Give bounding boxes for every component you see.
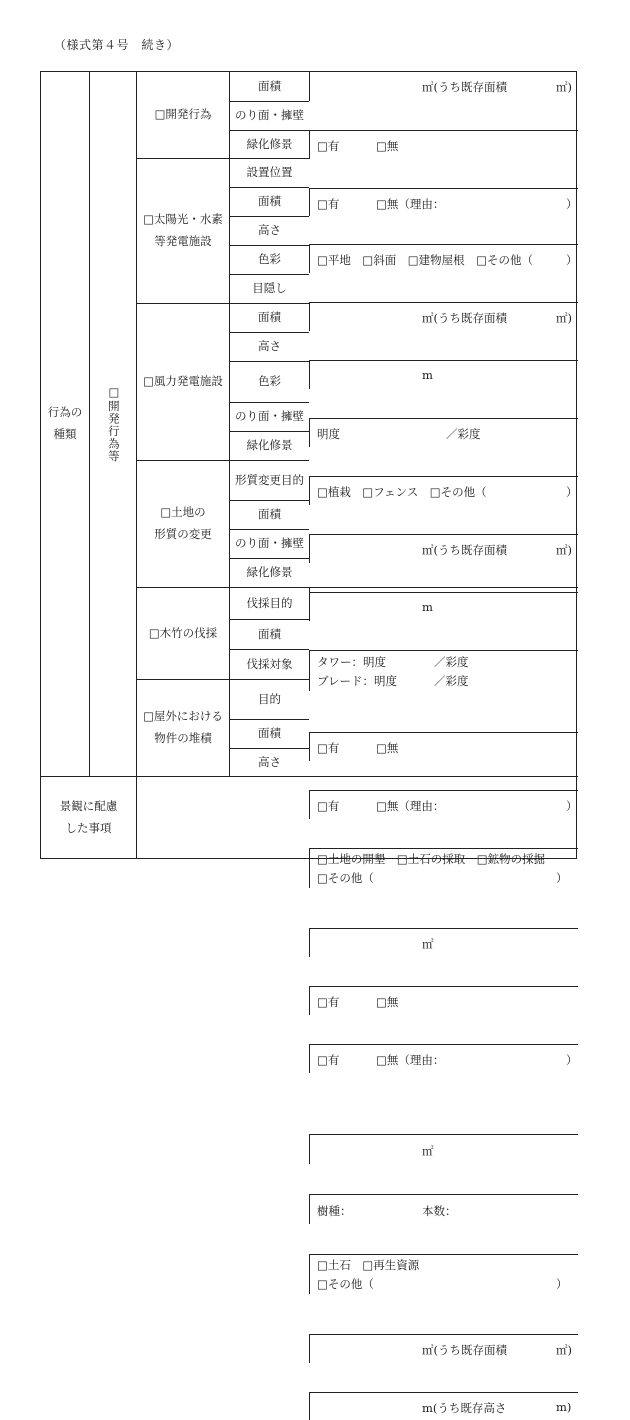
field-color[interactable] bbox=[309, 650, 578, 691]
unit-text-close: m) bbox=[556, 1400, 572, 1414]
label-height: 高さ bbox=[229, 748, 309, 776]
paren-close: ） bbox=[556, 1277, 568, 1291]
label-height: 高さ bbox=[229, 216, 309, 245]
field-screening[interactable] bbox=[309, 476, 578, 505]
checkbox-no-reason[interactable]: □無（理由： bbox=[376, 799, 445, 813]
unit-text-close: ㎡) bbox=[556, 80, 572, 94]
group-outdoor-storage[interactable] bbox=[136, 679, 229, 776]
tree-species-label: 樹種： bbox=[317, 1204, 352, 1218]
paren-close: ） bbox=[566, 799, 578, 813]
tower-brightness: タワー：明度 bbox=[317, 655, 386, 669]
field-greening[interactable] bbox=[309, 1044, 578, 1073]
field-area[interactable] bbox=[309, 302, 578, 331]
field-slope[interactable] bbox=[309, 130, 578, 159]
landscape-consideration-field[interactable] bbox=[136, 776, 578, 859]
field-color[interactable] bbox=[309, 418, 578, 447]
label-area: 面積 bbox=[229, 500, 309, 529]
unit-text: m bbox=[422, 600, 433, 614]
group-solar[interactable] bbox=[136, 158, 229, 303]
checkbox-no[interactable]: □無 bbox=[376, 995, 399, 1009]
unit-text: ㎡(うち既存面積 bbox=[422, 311, 507, 325]
label-felling-target: 伐採対象 bbox=[229, 649, 309, 679]
group-solar-label-2: 等発電施設 bbox=[154, 234, 212, 248]
label-area: 面積 bbox=[229, 303, 309, 332]
paren-close: ） bbox=[566, 197, 578, 211]
unit-text: ㎡(うち既存面積 bbox=[422, 543, 507, 557]
label-area: 面積 bbox=[229, 619, 309, 649]
checkbox-yes[interactable]: □有 bbox=[317, 995, 340, 1009]
paren-close: ） bbox=[556, 871, 568, 885]
field-height[interactable] bbox=[309, 360, 578, 389]
unit-text: ㎡ bbox=[422, 1144, 434, 1158]
group-wind[interactable] bbox=[136, 303, 229, 460]
label-slope: のり面・擁壁 bbox=[229, 402, 309, 431]
group-development[interactable] bbox=[136, 72, 229, 158]
field-area[interactable] bbox=[309, 72, 578, 101]
label-greening: 緑化修景 bbox=[229, 130, 309, 158]
label-area: 面積 bbox=[229, 187, 309, 216]
label-storage-purpose: 目的 bbox=[229, 679, 309, 719]
field-greening[interactable] bbox=[309, 188, 578, 216]
unit-text: ㎡(うち既存面積 bbox=[422, 80, 507, 94]
group-storage-label-2: 物件の堆積 bbox=[154, 731, 212, 745]
tree-count-label: 本数： bbox=[422, 1204, 457, 1218]
checkbox-yes[interactable]: □有 bbox=[317, 799, 340, 813]
checkbox-no[interactable]: □無 bbox=[376, 139, 399, 153]
unit-text: m bbox=[422, 368, 433, 382]
checkbox-no-reason[interactable]: □無（理由： bbox=[376, 197, 445, 211]
field-slope[interactable] bbox=[309, 986, 578, 1015]
checkbox-yes[interactable]: □有 bbox=[317, 197, 340, 211]
group-land-label-2: 形質の変更 bbox=[154, 527, 212, 541]
field-slope[interactable] bbox=[309, 732, 578, 761]
location-options[interactable]: □平地 □斜面 □建物屋根 □その他（ bbox=[317, 253, 533, 267]
group-land[interactable] bbox=[136, 460, 229, 587]
label-color: 色彩 bbox=[229, 361, 309, 402]
group-solar-label-1: □太陽光・水素 bbox=[143, 212, 223, 227]
label-screening: 目隠し bbox=[229, 274, 309, 303]
chroma-label: ／彩度 bbox=[446, 427, 481, 441]
landscape-consideration-label bbox=[41, 776, 136, 859]
storage-purpose-other[interactable]: □その他（ bbox=[317, 1277, 374, 1291]
label-height: 高さ bbox=[229, 332, 309, 361]
unit-text: ㎡ bbox=[422, 937, 434, 951]
label-land-purpose: 形質変更目的 bbox=[229, 460, 309, 500]
field-height[interactable] bbox=[309, 1392, 578, 1420]
checkbox-yes[interactable]: □有 bbox=[317, 741, 340, 755]
group-development-label: □開発行為 bbox=[154, 107, 212, 122]
form-header: （様式第４号 続き） bbox=[54, 38, 180, 52]
blade-brightness: ブレード：明度 bbox=[317, 674, 398, 688]
field-area[interactable] bbox=[309, 1334, 578, 1363]
field-felling-purpose[interactable] bbox=[309, 587, 578, 619]
action-type-label bbox=[41, 72, 89, 776]
label-greening: 緑化修景 bbox=[229, 558, 309, 587]
application-form-table bbox=[40, 71, 578, 1415]
land-purpose-options[interactable]: □土地の開墾 □土石の採取 □鉱物の採掘 bbox=[317, 852, 546, 866]
label-slope: のり面・擁壁 bbox=[229, 101, 309, 130]
paren-close: ） bbox=[566, 253, 578, 267]
field-area[interactable] bbox=[309, 1134, 578, 1164]
checkbox-no-reason[interactable]: □無（理由： bbox=[376, 1053, 445, 1067]
development-category-label: □開発行為等 bbox=[106, 385, 121, 463]
label-felling-purpose: 伐採目的 bbox=[229, 587, 309, 619]
label-greening: 緑化修景 bbox=[229, 431, 309, 460]
action-type-label-bottom: 種類 bbox=[53, 427, 77, 441]
label-area: 面積 bbox=[229, 719, 309, 748]
action-type-label-top: 行為の bbox=[47, 405, 83, 420]
paren-close: ） bbox=[566, 1053, 578, 1067]
blade-chroma: ／彩度 bbox=[434, 674, 469, 688]
checkbox-yes[interactable]: □有 bbox=[317, 1053, 340, 1067]
group-tree-felling-label: □木竹の伐採 bbox=[148, 625, 218, 640]
label-slope: のり面・擁壁 bbox=[229, 529, 309, 558]
checkbox-yes[interactable]: □有 bbox=[317, 139, 340, 153]
unit-text: ㎡(うち既存面積 bbox=[422, 1343, 507, 1357]
label-area: 面積 bbox=[229, 72, 309, 101]
field-felling-target[interactable] bbox=[309, 1194, 578, 1224]
checkbox-no[interactable]: □無 bbox=[376, 741, 399, 755]
group-tree-felling[interactable] bbox=[136, 587, 229, 679]
land-purpose-other[interactable]: □その他（ bbox=[317, 871, 374, 885]
screening-options[interactable]: □植栽 □フェンス □その他（ bbox=[317, 485, 487, 499]
group-land-label-1: □土地の bbox=[160, 505, 206, 520]
field-location[interactable] bbox=[309, 244, 578, 273]
unit-text: m(うち既存高さ bbox=[422, 1401, 507, 1415]
group-wind-label: □風力発電施設 bbox=[143, 374, 223, 389]
paren-close: ） bbox=[566, 485, 578, 499]
unit-text-close: ㎡) bbox=[556, 1343, 572, 1357]
label-color: 色彩 bbox=[229, 245, 309, 274]
tower-chroma: ／彩度 bbox=[434, 655, 469, 669]
landscape-label-2: した事項 bbox=[65, 821, 112, 835]
storage-purpose-options[interactable]: □土石 □再生資源 bbox=[317, 1258, 420, 1272]
label-location: 設置位置 bbox=[229, 158, 309, 187]
group-storage-label-1: □屋外における bbox=[143, 709, 223, 724]
unit-text-close: ㎡) bbox=[556, 543, 572, 557]
field-storage-purpose[interactable] bbox=[309, 1254, 578, 1294]
landscape-label-1: 景観に配慮 bbox=[59, 799, 118, 814]
field-area[interactable] bbox=[309, 534, 578, 563]
brightness-label: 明度 bbox=[317, 427, 340, 441]
unit-text-close: ㎡) bbox=[556, 311, 572, 325]
field-area[interactable] bbox=[309, 928, 578, 957]
development-category-cell[interactable] bbox=[89, 72, 136, 776]
